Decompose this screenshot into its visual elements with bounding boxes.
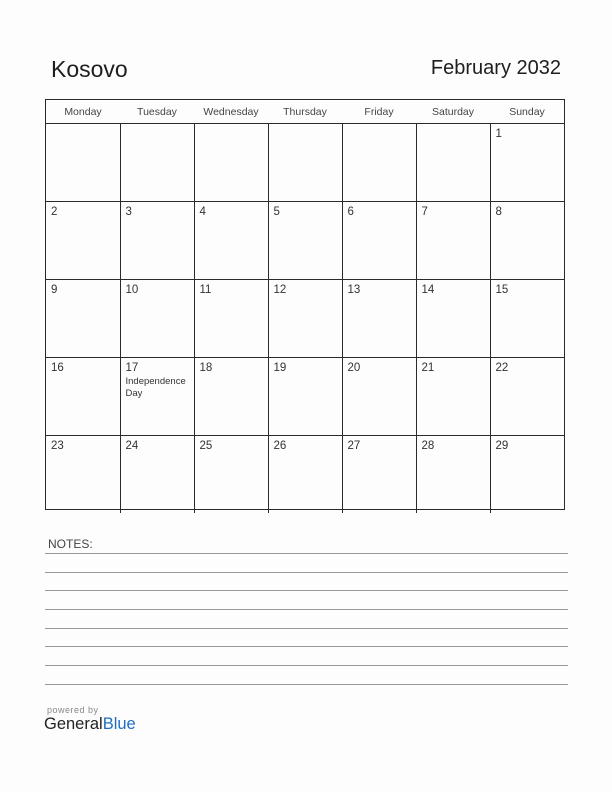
day-number: 5	[273, 206, 280, 218]
day-cell	[120, 202, 194, 280]
day-cell	[46, 202, 120, 280]
day-cell	[342, 358, 416, 436]
day-cell	[120, 436, 194, 514]
day-number: 22	[495, 362, 509, 374]
day-cell	[490, 280, 564, 358]
note-line[interactable]	[45, 646, 568, 647]
day-number: 18	[199, 362, 213, 374]
weekday-label: Wednesday	[194, 100, 268, 124]
day-number: 10	[125, 284, 139, 296]
day-cell	[490, 202, 564, 280]
day-number: 14	[421, 284, 435, 296]
day-number: 13	[347, 284, 361, 296]
week-row	[46, 124, 564, 202]
day-cell	[46, 436, 120, 514]
day-cell	[268, 124, 342, 202]
weekday-label: Tuesday	[120, 100, 194, 124]
weekday-label: Sunday	[490, 100, 564, 124]
day-number: 29	[495, 440, 509, 452]
day-number: 8	[495, 206, 502, 218]
note-line[interactable]	[45, 628, 568, 629]
day-cell	[120, 280, 194, 358]
day-cell	[342, 280, 416, 358]
weekday-label: Monday	[46, 100, 120, 124]
week-row	[46, 280, 564, 358]
day-cell	[342, 436, 416, 514]
note-line[interactable]	[45, 665, 568, 666]
day-number: 12	[273, 284, 287, 296]
note-line[interactable]	[45, 590, 568, 591]
day-number: 4	[199, 206, 206, 218]
day-number: 17	[125, 362, 139, 374]
notes-label: NOTES:	[48, 537, 93, 551]
day-number: 24	[125, 440, 139, 452]
day-cell	[416, 280, 490, 358]
day-number: 16	[51, 362, 64, 374]
day-cell	[416, 358, 490, 436]
weekday-label: Thursday	[268, 100, 342, 124]
day-cell	[46, 124, 120, 202]
day-cell	[268, 358, 342, 436]
day-number: 7	[421, 206, 428, 218]
day-cell	[194, 436, 268, 514]
day-number: 28	[421, 440, 435, 452]
brand-general: General	[44, 715, 103, 733]
day-cell	[194, 358, 268, 436]
day-number: 19	[273, 362, 287, 374]
generalblue-brand[interactable]	[44, 705, 136, 734]
day-cell	[194, 124, 268, 202]
day-number: 6	[347, 206, 354, 218]
day-number: 2	[51, 206, 58, 218]
week-row	[46, 436, 564, 514]
note-line[interactable]	[45, 572, 568, 573]
powered-by-text: powered by	[47, 705, 99, 715]
day-cell	[120, 124, 194, 202]
day-number: 20	[347, 362, 361, 374]
day-cell	[416, 202, 490, 280]
day-cell	[120, 358, 194, 436]
holiday-label: Independence Day	[125, 376, 186, 399]
country-title: Kosovo	[51, 56, 128, 82]
day-number: 21	[421, 362, 435, 374]
weekday-label: Friday	[342, 100, 416, 124]
week-row	[46, 202, 564, 280]
day-number: 27	[347, 440, 361, 452]
day-number: 1	[495, 128, 502, 140]
day-cell	[268, 436, 342, 514]
day-number: 23	[51, 440, 64, 452]
day-cell	[342, 124, 416, 202]
day-cell	[490, 358, 564, 436]
day-cell	[342, 202, 416, 280]
week-row	[46, 358, 564, 436]
day-number: 11	[199, 284, 212, 296]
calendar-grid	[45, 99, 565, 510]
day-cell	[268, 280, 342, 358]
weekday-header-row	[46, 100, 564, 124]
day-number: 26	[273, 440, 287, 452]
day-cell	[416, 124, 490, 202]
day-cell	[194, 202, 268, 280]
weekday-label: Saturday	[416, 100, 490, 124]
day-cell	[490, 124, 564, 202]
day-cell	[46, 358, 120, 436]
note-line[interactable]	[45, 553, 568, 554]
day-cell	[490, 436, 564, 514]
day-number: 3	[125, 206, 132, 218]
day-number: 15	[495, 284, 509, 296]
day-number: 25	[199, 440, 213, 452]
day-cell	[268, 202, 342, 280]
note-line[interactable]	[45, 684, 568, 685]
brand-logo	[44, 715, 136, 734]
brand-blue: Blue	[102, 715, 136, 733]
day-cell	[416, 436, 490, 514]
day-cell	[46, 280, 120, 358]
day-cell	[194, 280, 268, 358]
day-number: 9	[51, 284, 58, 296]
note-line[interactable]	[45, 609, 568, 610]
month-year-title: February 2032	[430, 57, 561, 79]
